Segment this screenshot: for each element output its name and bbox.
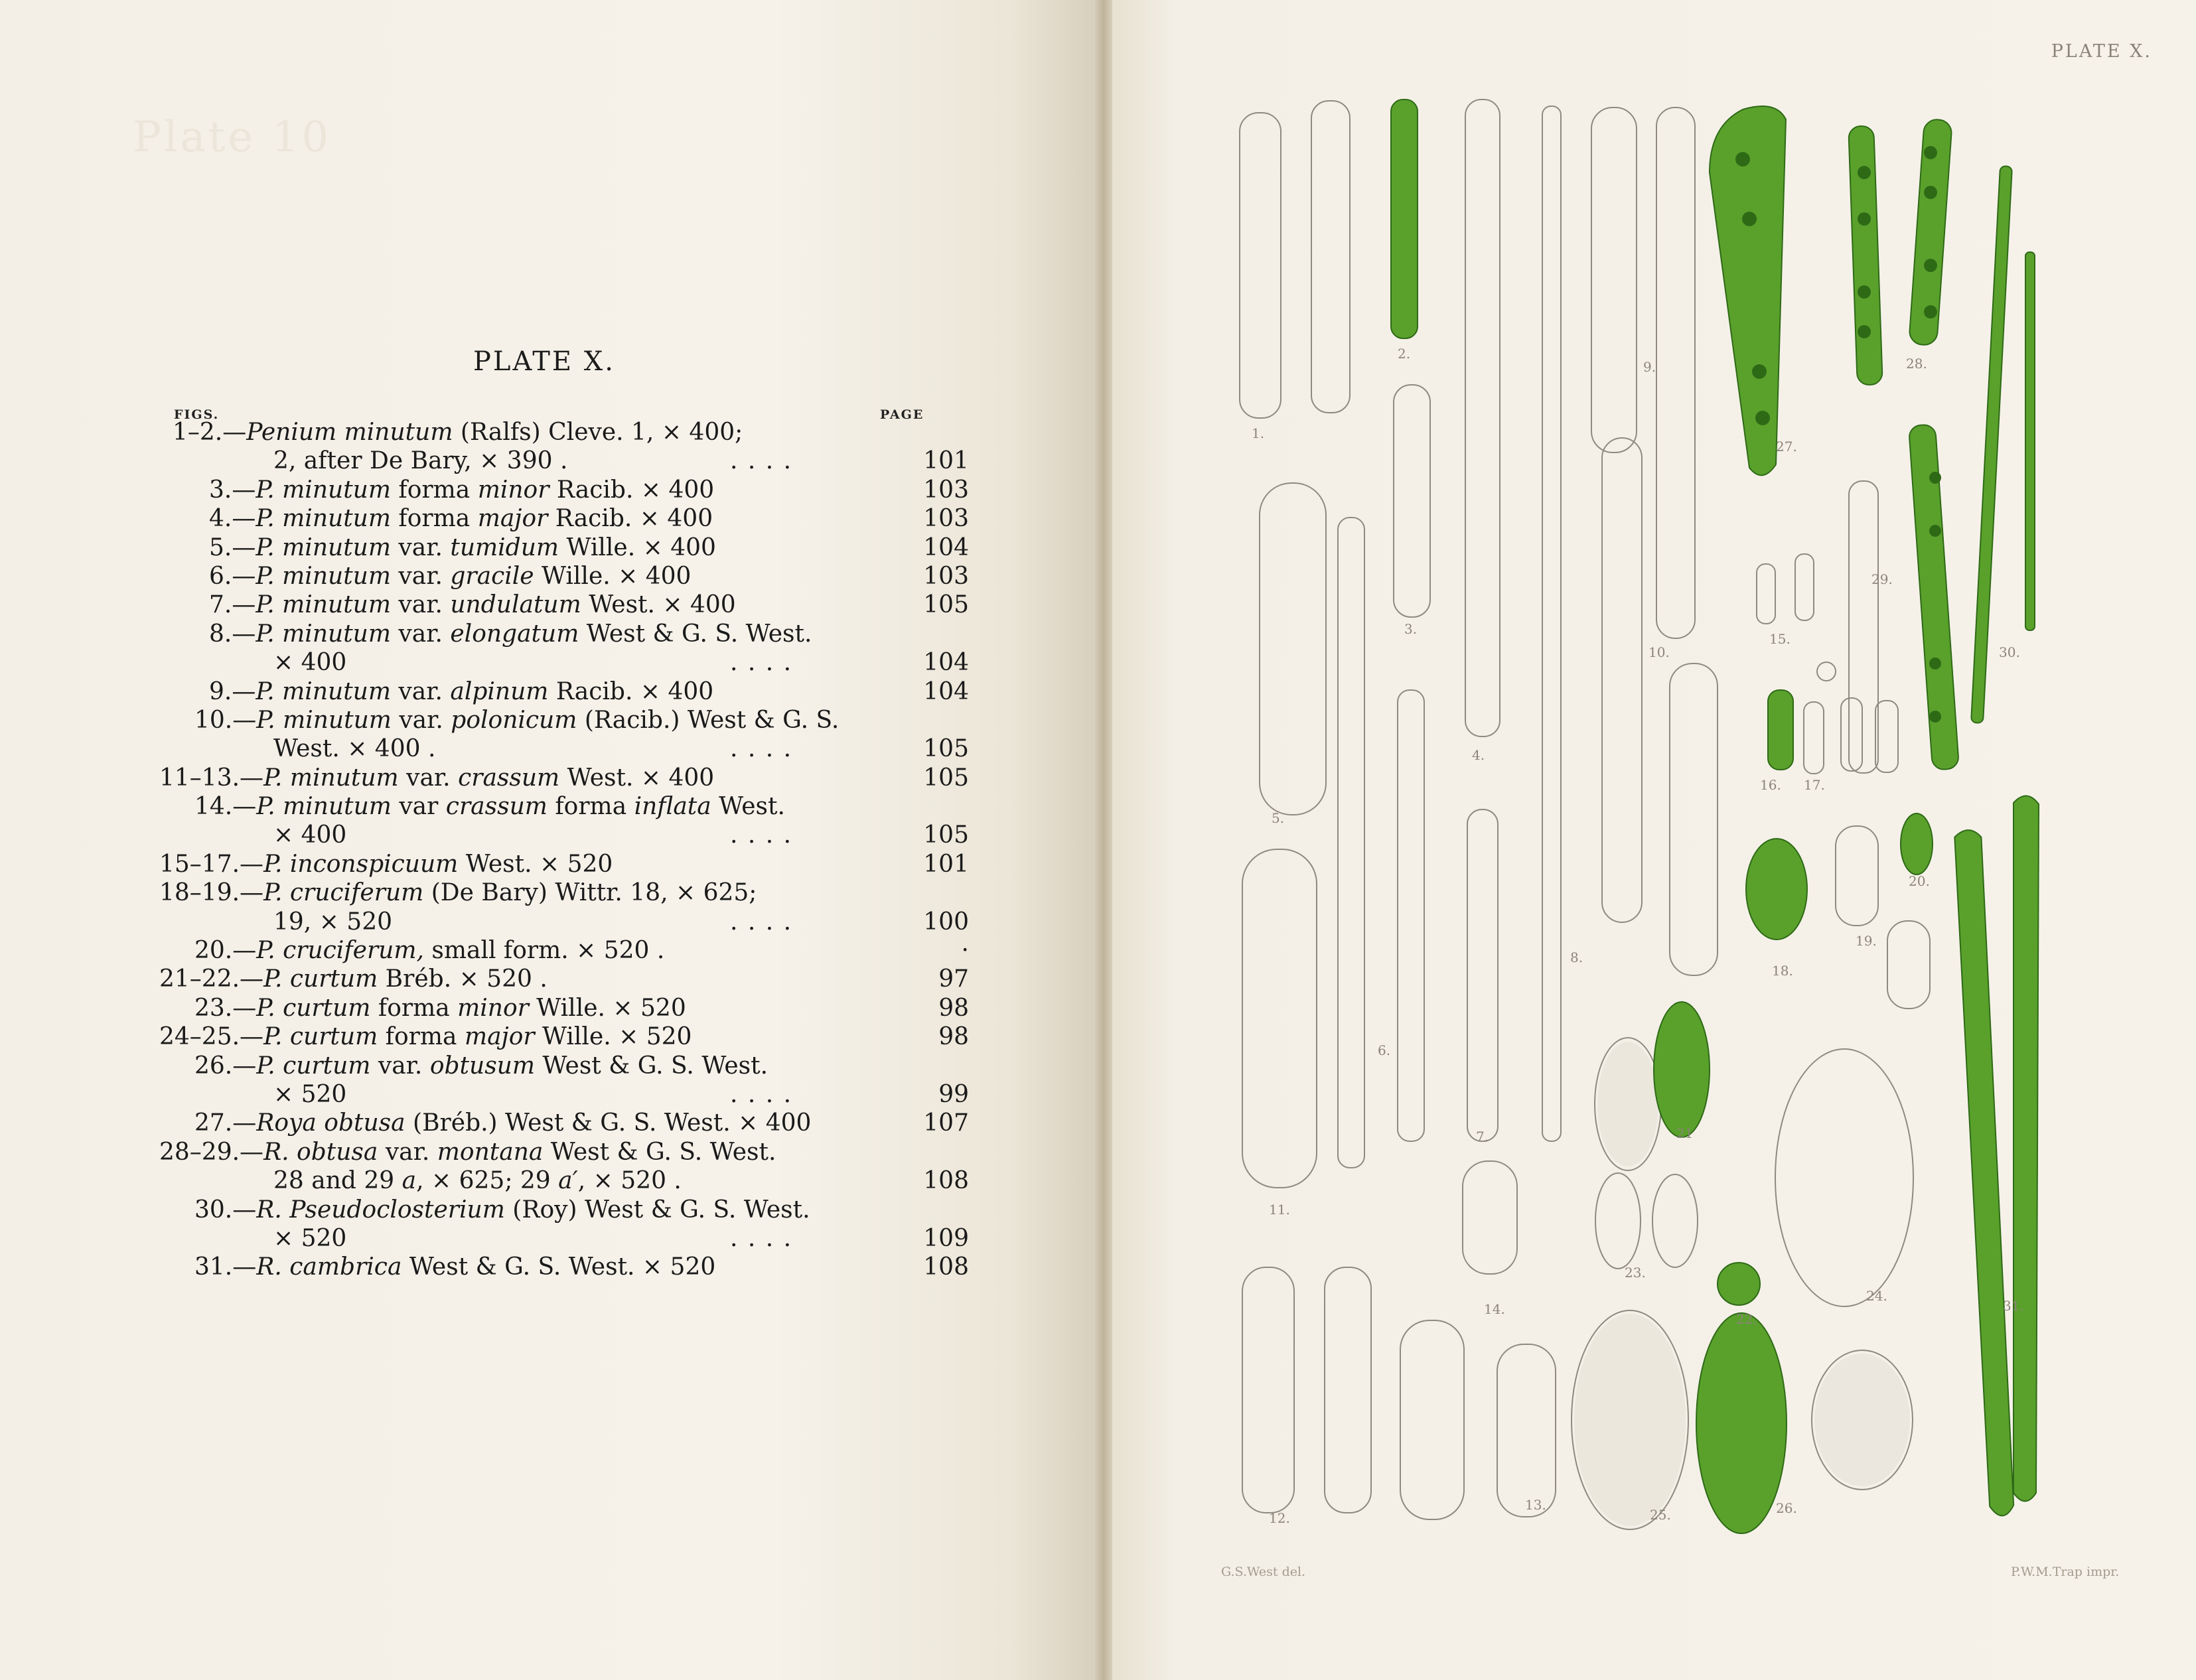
fig-10a-outline — [1602, 438, 1642, 922]
fig-label-21: 21 — [1676, 1125, 1694, 1141]
show-through-text: Plate 10 — [133, 113, 332, 162]
fig-4-outline — [1465, 100, 1500, 736]
list-item-text: 30.—R. Pseudoclosterium (Roy) West & G. S. West. — [194, 1196, 810, 1224]
page-number: · — [961, 937, 969, 965]
list-item-text: 27.—Roya obtusa (Bréb.) West & G. S. West. × 400 — [194, 1109, 812, 1137]
fig-30b-cell — [2025, 252, 2035, 630]
list-item — [159, 1022, 969, 1051]
page-number: 101 — [923, 850, 969, 878]
fig-24-outline — [1775, 1049, 1913, 1306]
fig-12a-outline — [1242, 1267, 1294, 1513]
page-number: 105 — [923, 591, 969, 619]
fig-label-27: 27. — [1776, 439, 1797, 455]
fig-label-28: 28. — [1906, 356, 1927, 372]
fig-17a-outline — [1804, 702, 1824, 774]
fig-10b-outline — [1670, 664, 1718, 975]
page-number: 104 — [923, 533, 969, 561]
fig-5-outline — [1260, 483, 1326, 815]
list-item-text: 5.—P. minutum var. tumidum Wille. × 400 — [209, 533, 716, 561]
fig-9b-outline — [1656, 107, 1695, 638]
figs-column-header: FIGS. — [174, 407, 220, 422]
fig-21b-cell — [1654, 1002, 1710, 1137]
list-item — [159, 447, 969, 475]
fig-label-29: 29. — [1871, 571, 1893, 587]
list-item — [159, 504, 969, 533]
fig-label-1: 1. — [1252, 425, 1265, 441]
fig-label-17: 17. — [1804, 777, 1825, 793]
list-item-text: 21–22.—P. curtum Bréb. × 520 . — [159, 965, 548, 993]
list-item-text: 23.—P. curtum forma minor Wille. × 520 — [194, 994, 686, 1022]
list-item-text: 14.—P. minutum var crassum forma inflata West. — [194, 793, 785, 821]
list-item — [159, 1196, 969, 1224]
fig-15c-outline — [1817, 662, 1836, 681]
list-item-text: 20.—P. cruciferum, small form. × 520 . — [194, 937, 665, 965]
fig-label-15: 15. — [1769, 631, 1791, 647]
page-number: 98 — [938, 1023, 969, 1051]
list-item-text: 26.—P. curtum var. obtusum West & G. S. West. — [194, 1052, 769, 1080]
list-item — [159, 965, 969, 993]
page-number: 97 — [938, 965, 969, 993]
fig-31a-cell — [1954, 829, 2017, 1516]
fig-label-2: 2. — [1398, 346, 1411, 362]
fig-label-23: 23. — [1625, 1265, 1646, 1281]
list-item-text: × 400 — [273, 649, 347, 677]
fig-label-22: 22. — [1736, 1311, 1757, 1327]
fig-6-outline — [1338, 518, 1364, 1168]
plate-illustration — [1112, 0, 2196, 1680]
fig-23a-outline — [1595, 1173, 1641, 1269]
list-item-text: × 400 — [273, 821, 347, 849]
list-item-text: 9.—P. minutum var. alpinum Racib. × 400 — [209, 677, 714, 705]
page-number: 100 — [923, 908, 969, 936]
list-item — [159, 591, 969, 619]
list-item — [159, 562, 969, 591]
list-item — [159, 476, 969, 504]
list-item-text: 24–25.—P. curtum forma major Wille. × 520 — [159, 1023, 692, 1051]
list-item-text: 3.—P. minutum forma minor Racib. × 400 — [209, 476, 715, 504]
fig-18-cell — [1746, 839, 1807, 940]
page-number: 101 — [923, 447, 969, 475]
list-item — [159, 1080, 969, 1109]
fig-label-16: 16. — [1760, 777, 1781, 793]
fig-label-14: 14. — [1484, 1301, 1505, 1317]
fig-11-outline — [1242, 849, 1317, 1188]
list-item-text: 6.—P. minutum var. gracile Wille. × 400 — [209, 562, 692, 590]
list-item-text: × 520 — [273, 1224, 347, 1252]
fig-label-13: 13. — [1525, 1497, 1546, 1513]
fig-label-18: 18. — [1772, 963, 1793, 979]
plate-label: PLATE X. — [2051, 41, 2152, 62]
fig-30a-cell — [1971, 166, 2012, 723]
list-item — [159, 878, 969, 907]
fig-7b-outline — [1467, 809, 1498, 1141]
list-item — [159, 850, 969, 878]
list-item-text: West. × 400 . — [273, 735, 436, 763]
fig-3-outline — [1394, 385, 1430, 617]
list-item — [159, 706, 969, 735]
list-item-text: 28 and 29 a, × 625; 29 a′, × 520 . — [273, 1167, 682, 1195]
fig-7a-outline — [1398, 690, 1424, 1141]
fig-label-11: 11. — [1269, 1202, 1290, 1218]
list-item-text: 19, × 520 — [273, 908, 393, 936]
list-item — [159, 677, 969, 706]
fig-label-24: 24. — [1866, 1288, 1887, 1304]
page-number: 108 — [923, 1253, 969, 1281]
page-number: 109 — [923, 1224, 969, 1252]
fig-29-outline — [1849, 481, 1878, 773]
page-column-header: PAGE — [880, 407, 924, 422]
fig-label-19: 19. — [1856, 933, 1877, 949]
fig-label-20: 20. — [1909, 873, 1930, 889]
fig-22-cell — [1718, 1263, 1760, 1305]
page-number: 104 — [923, 649, 969, 677]
artist-credit: G.S.West del. — [1221, 1565, 1306, 1579]
list-item-text: 10.—P. minutum var. polonicum (Racib.) West & G. S. — [194, 706, 840, 734]
page-number: 105 — [923, 735, 969, 763]
list-item-text: 31.—R. cambrica West & G. S. West. × 520 — [194, 1253, 716, 1281]
page-number: 103 — [923, 476, 969, 504]
leader-dots: . . . . — [730, 735, 793, 763]
list-item — [159, 792, 969, 821]
list-item — [159, 1166, 969, 1195]
fig-19a-outline — [1836, 826, 1878, 926]
leader-dots: . . . . — [730, 821, 793, 849]
list-item — [159, 1109, 969, 1137]
fig-label-9: 9. — [1643, 359, 1656, 375]
fig-19b-outline — [1887, 921, 1930, 1009]
fig-14-outline — [1463, 1161, 1517, 1274]
list-item-text: × 520 — [273, 1080, 347, 1108]
list-item — [159, 1224, 969, 1253]
fig-label-10: 10. — [1648, 644, 1670, 660]
page-number: 103 — [923, 562, 969, 590]
fig-17c-outline — [1875, 701, 1898, 772]
plate-heading: PLATE X. — [473, 346, 615, 377]
fig-17b-outline — [1841, 698, 1862, 771]
fig-1a-outline — [1240, 113, 1281, 418]
fig-label-25: 25. — [1650, 1507, 1671, 1523]
leader-dots: . . . . — [730, 649, 793, 677]
list-item — [159, 1253, 969, 1281]
fig-label-12: 12. — [1269, 1510, 1290, 1526]
fig-15a-outline — [1757, 564, 1775, 624]
list-item — [159, 908, 969, 936]
fig-2-cell — [1391, 100, 1418, 338]
page-number: 98 — [938, 994, 969, 1022]
fig-label-8: 8. — [1570, 949, 1583, 965]
list-item-text: 18–19.—P. cruciferum (De Bary) Wittr. 18, × 625; — [159, 879, 757, 907]
fig-label-3: 3. — [1404, 621, 1418, 637]
list-item — [159, 418, 969, 447]
page-number: 103 — [923, 505, 969, 533]
fig-1b-outline — [1311, 101, 1350, 413]
page-number: 99 — [938, 1080, 969, 1108]
list-item — [159, 648, 969, 677]
fig-31b-cell — [2013, 796, 2039, 1501]
fig-label-5: 5. — [1272, 810, 1285, 826]
fig-label-26: 26. — [1776, 1500, 1797, 1516]
fig-label-4: 4. — [1472, 747, 1485, 763]
fig-8-outline — [1542, 106, 1561, 1141]
leader-dots: . . . . — [730, 447, 793, 475]
fig-26a-cell — [1696, 1313, 1787, 1533]
book-gutter — [1095, 0, 1112, 1680]
fig-13b-outline — [1497, 1344, 1556, 1517]
leader-dots: . . . . — [730, 1080, 793, 1108]
fig-9a-outline — [1591, 107, 1637, 453]
fig-13a-outline — [1400, 1320, 1464, 1519]
list-item-text: 15–17.—P. inconspicuum West. × 520 — [159, 850, 613, 878]
fig-15b-outline — [1795, 554, 1814, 620]
list-item — [159, 1052, 969, 1080]
page-number: 108 — [923, 1167, 969, 1195]
fig-16-cell — [1768, 690, 1793, 770]
list-item-text: 11–13.—P. minutum var. crassum West. × 400 — [159, 764, 715, 792]
fig-label-31: 31. — [2003, 1298, 2024, 1314]
list-item-text: 1–2.—Penium minutum (Ralfs) Cleve. 1, × 400; — [173, 419, 743, 446]
fig-label-6: 6. — [1378, 1042, 1391, 1058]
list-item-text: 2, after De Bary, × 390 . — [273, 447, 568, 475]
list-item — [159, 735, 969, 763]
list-item — [159, 1138, 969, 1166]
fig-28a-cell — [1848, 125, 1883, 385]
page-number: 105 — [923, 821, 969, 849]
fig-20-cell — [1901, 813, 1933, 875]
list-item — [159, 533, 969, 562]
page-number: 107 — [923, 1109, 969, 1137]
list-item — [159, 620, 969, 648]
fig-12b-outline — [1325, 1267, 1371, 1513]
list-item — [159, 994, 969, 1022]
fig-23b-outline — [1652, 1174, 1698, 1267]
list-item — [159, 764, 969, 792]
printer-credit: P.W.M.Trap impr. — [2011, 1565, 2120, 1579]
list-item-text: 7.—P. minutum var. undulatum West. × 400 — [209, 591, 736, 619]
list-item-text: 8.—P. minutum var. elongatum West & G. S. West. — [209, 620, 812, 648]
leader-dots: . . . . — [730, 908, 793, 936]
figure-list — [159, 418, 969, 1282]
list-item-text: 4.—P. minutum forma major Racib. × 400 — [209, 505, 713, 533]
fig-label-7: 7. — [1476, 1129, 1489, 1145]
fig-label-30: 30. — [1999, 644, 2020, 660]
page-number: 104 — [923, 677, 969, 705]
leader-dots: . . . . — [730, 1224, 793, 1252]
page-number: 105 — [923, 764, 969, 792]
list-item — [159, 936, 969, 965]
list-item-text: 28–29.—R. obtusa var. montana West & G. S. West. — [159, 1138, 776, 1166]
list-item — [159, 821, 969, 849]
